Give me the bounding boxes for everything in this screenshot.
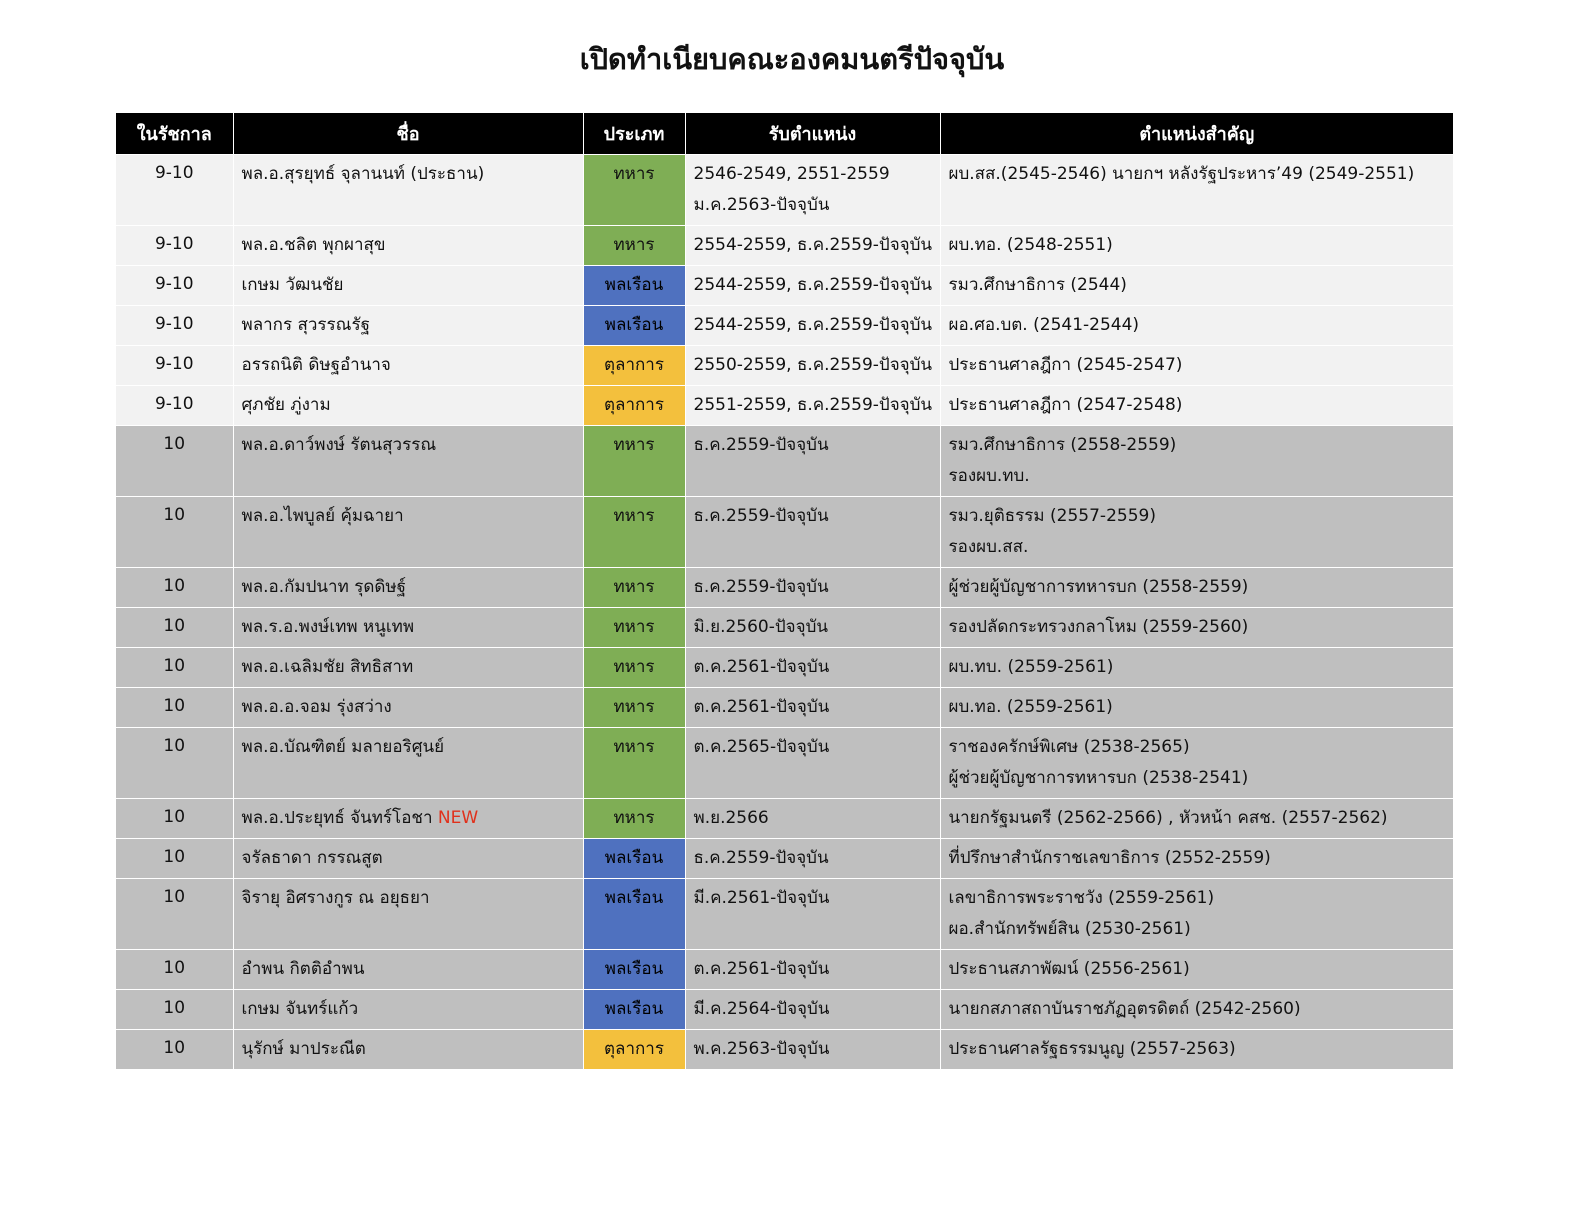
cell-name	[233, 226, 583, 266]
position-line: รมว.ยุติธรรม (2557-2559)	[948, 506, 1156, 526]
privy-council-table	[116, 113, 1453, 1069]
cell-appointed	[685, 799, 940, 839]
table-row	[116, 266, 1453, 306]
header-row	[116, 113, 1453, 155]
cell-reign: 9-10	[116, 306, 233, 346]
position-line: รองปลัดกระทรวงกลาโหม (2559-2560)	[948, 617, 1249, 637]
member-name: อำพน กิตติอำพน	[241, 959, 365, 979]
new-badge: NEW	[437, 808, 479, 828]
cell-positions	[940, 990, 1453, 1030]
table-row	[116, 728, 1453, 799]
cell-positions	[940, 226, 1453, 266]
cell-type: ทหาร	[583, 799, 685, 839]
appointed-line: มิ.ย.2560-ปัจจุบัน	[693, 617, 828, 637]
cell-name	[233, 306, 583, 346]
cell-name	[233, 879, 583, 950]
cell-positions	[940, 839, 1453, 879]
cell-name	[233, 728, 583, 799]
cell-type: ทหาร	[583, 497, 685, 568]
table-row	[116, 306, 1453, 346]
position-line: ผู้ช่วยผู้บัญชาการทหารบก (2558-2559)	[948, 577, 1249, 597]
appointed-line: ธ.ค.2559-ปัจจุบัน	[693, 577, 829, 597]
cell-positions	[940, 568, 1453, 608]
cell-appointed	[685, 688, 940, 728]
cell-name	[233, 1030, 583, 1070]
cell-positions	[940, 799, 1453, 839]
position-line: ผอ.สำนักทรัพย์สิน (2530-2561)	[948, 919, 1191, 939]
cell-reign: 10	[116, 990, 233, 1030]
position-line: ที่ปรึกษาสำนักราชเลขาธิการ (2552-2559)	[948, 848, 1271, 868]
appointed-line: 2544-2559, ธ.ค.2559-ปัจจุบัน	[693, 275, 933, 295]
table-row	[116, 426, 1453, 497]
header-reign: ในรัชกาล	[116, 113, 233, 155]
header-positions: ตำแหน่งสำคัญ	[940, 113, 1453, 155]
cell-type: พลเรือน	[583, 990, 685, 1030]
position-line: เลขาธิการพระราชวัง (2559-2561)	[948, 888, 1215, 908]
position-line: ผบ.สส.(2545-2546) นายกฯ หลังรัฐประหาร’49 (2549-2551)	[948, 164, 1415, 184]
cell-reign: 10	[116, 426, 233, 497]
cell-positions	[940, 688, 1453, 728]
cell-type: ทหาร	[583, 426, 685, 497]
cell-name	[233, 346, 583, 386]
position-line: ผบ.ทอ. (2548-2551)	[948, 235, 1113, 255]
cell-positions	[940, 950, 1453, 990]
cell-type: ทหาร	[583, 226, 685, 266]
table-row	[116, 497, 1453, 568]
cell-name	[233, 648, 583, 688]
position-line: ประธานสภาพัฒน์ (2556-2561)	[948, 959, 1190, 979]
cell-appointed	[685, 879, 940, 950]
header-type: ประเภท	[583, 113, 685, 155]
cell-positions	[940, 608, 1453, 648]
cell-appointed	[685, 306, 940, 346]
cell-type: ตุลาการ	[583, 346, 685, 386]
table-row	[116, 839, 1453, 879]
cell-reign: 10	[116, 608, 233, 648]
appointed-line: ต.ค.2561-ปัจจุบัน	[693, 697, 830, 717]
position-line: ผบ.ทบ. (2559-2561)	[948, 657, 1114, 677]
position-line: ประธานศาลรัฐธรรมนูญ (2557-2563)	[948, 1039, 1236, 1059]
member-name: พล.อ.สุรยุทธ์ จุลานนท์ (ประธาน)	[241, 164, 485, 184]
table-row	[116, 990, 1453, 1030]
cell-appointed	[685, 839, 940, 879]
cell-appointed	[685, 226, 940, 266]
cell-name	[233, 426, 583, 497]
member-name: จรัลธาดา กรรณสูต	[241, 848, 383, 868]
position-line: ประธานศาลฎีกา (2545-2547)	[948, 355, 1183, 375]
member-name: พล.อ.ไพบูลย์ คุ้มฉายา	[241, 506, 404, 526]
cell-appointed	[685, 990, 940, 1030]
cell-positions	[940, 728, 1453, 799]
cell-name	[233, 497, 583, 568]
position-line: ผอ.ศอ.บต. (2541-2544)	[948, 315, 1140, 335]
cell-reign: 10	[116, 1030, 233, 1070]
member-name: พล.อ.ประยุทธ์ จันทร์โอชา	[241, 808, 433, 828]
table-row	[116, 386, 1453, 426]
appointed-line: ต.ค.2561-ปัจจุบัน	[693, 657, 830, 677]
cell-reign: 10	[116, 728, 233, 799]
cell-reign: 10	[116, 688, 233, 728]
cell-appointed	[685, 608, 940, 648]
cell-reign: 9-10	[116, 346, 233, 386]
member-name: ศุภชัย ภู่งาม	[241, 395, 331, 415]
cell-type: ตุลาการ	[583, 386, 685, 426]
position-line: นายกรัฐมนตรี (2562-2566) , หัวหน้า คสช. (2557-2562)	[948, 808, 1388, 828]
cell-appointed	[685, 386, 940, 426]
table-header	[116, 113, 1453, 155]
cell-positions	[940, 497, 1453, 568]
member-name: นุรักษ์ มาประณีต	[241, 1039, 366, 1059]
member-name: เกษม วัฒนชัย	[241, 275, 344, 295]
cell-type: ทหาร	[583, 608, 685, 648]
table-row	[116, 1030, 1453, 1070]
cell-positions	[940, 426, 1453, 497]
table-row	[116, 155, 1453, 226]
cell-reign: 10	[116, 799, 233, 839]
appointed-line: พ.ค.2563-ปัจจุบัน	[693, 1039, 830, 1059]
cell-positions	[940, 879, 1453, 950]
cell-reign: 9-10	[116, 226, 233, 266]
cell-type: พลเรือน	[583, 839, 685, 879]
appointed-line: ธ.ค.2559-ปัจจุบัน	[693, 848, 829, 868]
cell-reign: 9-10	[116, 386, 233, 426]
page-title: เปิดทำเนียบคณะองคมนตรีปัจจุบัน	[579, 42, 1005, 76]
cell-name	[233, 608, 583, 648]
position-line: รองผบ.ทบ.	[948, 466, 1030, 486]
member-name: พลากร สุวรรณรัฐ	[241, 315, 370, 335]
member-name: พล.อ.ชลิต พุกผาสุข	[241, 235, 386, 255]
cell-type: ทหาร	[583, 155, 685, 226]
appointed-line: 2550-2559, ธ.ค.2559-ปัจจุบัน	[693, 355, 933, 375]
cell-name	[233, 568, 583, 608]
cell-type: ทหาร	[583, 568, 685, 608]
cell-name	[233, 990, 583, 1030]
cell-type: ทหาร	[583, 648, 685, 688]
appointed-line: ต.ค.2565-ปัจจุบัน	[693, 737, 830, 757]
appointed-line: ต.ค.2561-ปัจจุบัน	[693, 959, 830, 979]
cell-name	[233, 386, 583, 426]
member-name: อรรถนิติ ดิษฐอำนาจ	[241, 355, 391, 375]
appointed-line: ธ.ค.2559-ปัจจุบัน	[693, 435, 829, 455]
appointed-line: มี.ค.2561-ปัจจุบัน	[693, 888, 830, 908]
table-row	[116, 879, 1453, 950]
cell-type: พลเรือน	[583, 950, 685, 990]
cell-name	[233, 266, 583, 306]
header-appointed: รับตำแหน่ง	[685, 113, 940, 155]
cell-positions	[940, 648, 1453, 688]
member-name: พล.ร.อ.พงษ์เทพ หนูเทพ	[241, 617, 415, 637]
appointed-line: มี.ค.2564-ปัจจุบัน	[693, 999, 830, 1019]
cell-positions	[940, 266, 1453, 306]
cell-reign: 10	[116, 497, 233, 568]
table-row	[116, 688, 1453, 728]
member-name: พล.อ.เฉลิมชัย สิทธิสาท	[241, 657, 414, 677]
cell-name	[233, 950, 583, 990]
member-name: เกษม จันทร์แก้ว	[241, 999, 359, 1019]
cell-reign: 10	[116, 648, 233, 688]
table-body	[116, 155, 1453, 1070]
table-row	[116, 608, 1453, 648]
cell-type: ทหาร	[583, 688, 685, 728]
cell-name	[233, 839, 583, 879]
cell-appointed	[685, 950, 940, 990]
cell-name	[233, 688, 583, 728]
cell-appointed	[685, 426, 940, 497]
cell-appointed	[685, 648, 940, 688]
cell-name	[233, 799, 583, 839]
member-name: พล.อ.ดาว์พงษ์ รัตนสุวรรณ	[241, 435, 437, 455]
appointed-line: 2546-2549, 2551-2559	[693, 164, 890, 184]
cell-reign: 10	[116, 568, 233, 608]
position-line: ผู้ช่วยผู้บัญชาการทหารบก (2538-2541)	[948, 768, 1249, 788]
member-name: จิรายุ อิศรางกูร ณ อยุธยา	[241, 888, 430, 908]
cell-name	[233, 155, 583, 226]
table-row	[116, 568, 1453, 608]
position-line: ราชองครักษ์พิเศษ (2538-2565)	[948, 737, 1190, 757]
cell-appointed	[685, 266, 940, 306]
cell-appointed	[685, 568, 940, 608]
cell-type: พลเรือน	[583, 306, 685, 346]
cell-appointed	[685, 728, 940, 799]
member-name: พล.อ.บัณฑิตย์ มลายอริศูนย์	[241, 737, 445, 757]
table-row	[116, 950, 1453, 990]
cell-appointed	[685, 497, 940, 568]
appointed-line: 2551-2559, ธ.ค.2559-ปัจจุบัน	[693, 395, 933, 415]
cell-reign: 10	[116, 879, 233, 950]
appointed-line: ม.ค.2563-ปัจจุบัน	[693, 195, 830, 215]
cell-reign: 10	[116, 839, 233, 879]
appointed-line: 2544-2559, ธ.ค.2559-ปัจจุบัน	[693, 315, 933, 335]
appointed-line: 2554-2559, ธ.ค.2559-ปัจจุบัน	[693, 235, 933, 255]
cell-positions	[940, 1030, 1453, 1070]
cell-type: พลเรือน	[583, 266, 685, 306]
table-row	[116, 226, 1453, 266]
cell-reign: 9-10	[116, 155, 233, 226]
cell-appointed	[685, 346, 940, 386]
position-line: ผบ.ทอ. (2559-2561)	[948, 697, 1113, 717]
table-row	[116, 346, 1453, 386]
position-line: รมว.ศึกษาธิการ (2558-2559)	[948, 435, 1177, 455]
cell-type: ตุลาการ	[583, 1030, 685, 1070]
cell-positions	[940, 155, 1453, 226]
table-row	[116, 799, 1453, 839]
position-line: ประธานศาลฎีกา (2547-2548)	[948, 395, 1183, 415]
position-line: รองผบ.สส.	[948, 537, 1029, 557]
table-row	[116, 648, 1453, 688]
cell-reign: 10	[116, 950, 233, 990]
position-line: รมว.ศึกษาธิการ (2544)	[948, 275, 1127, 295]
cell-type: พลเรือน	[583, 879, 685, 950]
cell-reign: 9-10	[116, 266, 233, 306]
cell-positions	[940, 346, 1453, 386]
appointed-line: ธ.ค.2559-ปัจจุบัน	[693, 506, 829, 526]
cell-positions	[940, 386, 1453, 426]
appointed-line: พ.ย.2566	[693, 808, 769, 828]
cell-appointed	[685, 155, 940, 226]
cell-type: ทหาร	[583, 728, 685, 799]
header-name: ชื่อ	[233, 113, 583, 155]
cell-positions	[940, 306, 1453, 346]
member-name: พล.อ.กัมปนาท รุดดิษฐ์	[241, 577, 407, 597]
member-name: พล.อ.อ.จอม รุ่งสว่าง	[241, 697, 392, 717]
cell-appointed	[685, 1030, 940, 1070]
position-line: นายกสภาสถาบันราชภัฏอุตรดิตถ์ (2542-2560)	[948, 999, 1301, 1019]
